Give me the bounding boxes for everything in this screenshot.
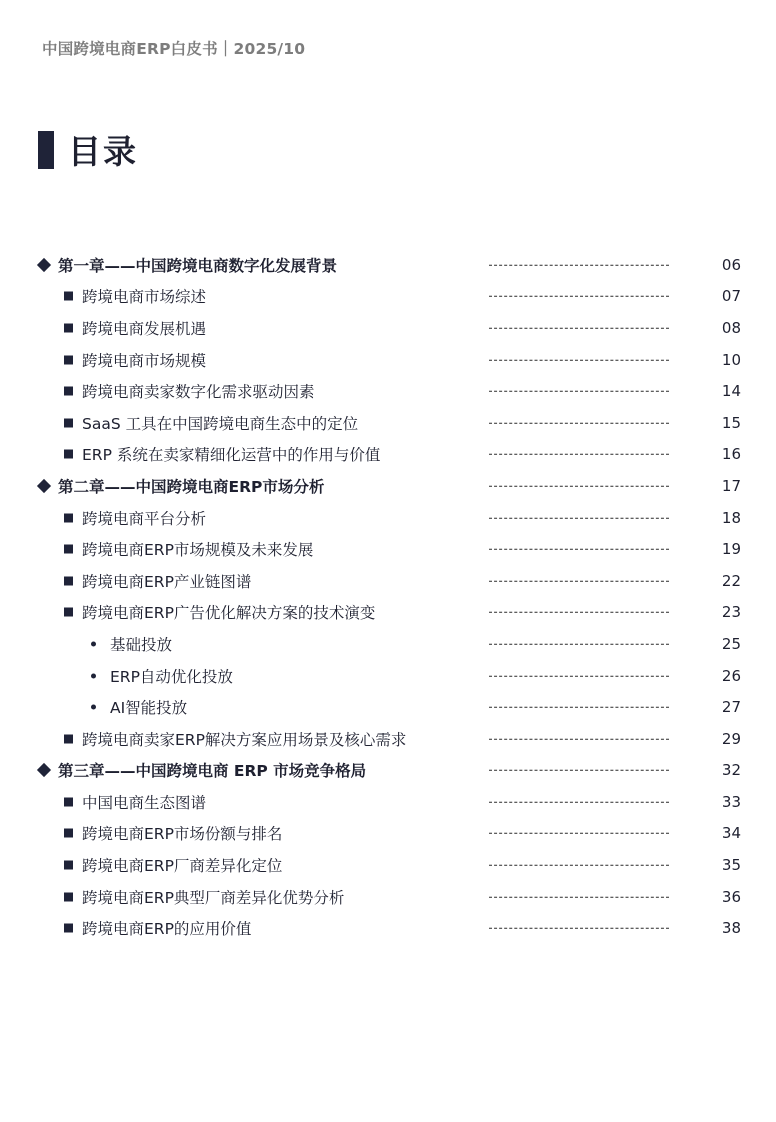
toc-page-number: 33 [721,792,741,811]
toc-section-entry[interactable] [0,344,776,376]
square-bullet-icon [64,418,73,427]
toc-page-number: 14 [721,382,741,401]
toc-chapter-entry[interactable] [0,755,776,787]
dotted-leader [489,264,669,265]
dotted-leader [489,359,669,360]
table-of-contents [0,249,776,944]
toc-section-entry[interactable] [0,597,776,629]
toc-page-number: 36 [721,887,741,906]
dotted-leader [489,928,669,929]
toc-page-number: 32 [721,761,741,780]
dotted-leader [489,644,669,645]
toc-page-number: 10 [721,350,741,369]
toc-title-block [38,126,138,173]
dotted-leader [489,707,669,708]
toc-section-entry[interactable] [0,786,776,818]
toc-section-entry[interactable] [0,691,776,723]
toc-page-number: 23 [721,603,741,622]
toc-entry-label: 第一章——中国跨境电商数字化发展背景 [58,256,338,275]
toc-page-number: 22 [721,571,741,590]
square-bullet-icon [64,387,73,396]
page-title: 目录 [68,132,138,171]
dotted-leader [489,549,669,550]
square-bullet-icon [64,355,73,364]
diamond-bullet-icon [37,258,51,272]
diamond-bullet-icon [37,763,51,777]
square-bullet-icon [64,323,73,332]
toc-page-number: 16 [721,445,741,464]
toc-section-entry[interactable] [0,312,776,344]
toc-page-number: 19 [721,540,741,559]
toc-page-number: 27 [721,698,741,717]
dotted-leader [489,770,669,771]
dotted-leader [489,675,669,676]
toc-entry-label: 跨境电商市场综述 [82,288,207,307]
toc-page-number: 07 [721,287,741,306]
dotted-leader [489,517,669,518]
toc-entry-label: 跨境电商发展机遇 [82,319,207,338]
square-bullet-icon [64,829,73,838]
toc-page-number: 06 [721,255,741,274]
dotted-leader [489,454,669,455]
toc-page-number: 26 [721,666,741,685]
dot-bullet-icon [91,673,96,678]
toc-entry-label: 跨境电商ERP市场规模及未来发展 [82,541,314,560]
square-bullet-icon [64,608,73,617]
square-bullet-icon [64,513,73,522]
square-bullet-icon [64,450,73,459]
square-bullet-icon [64,734,73,743]
toc-chapter-entry[interactable] [0,249,776,281]
dotted-leader [489,896,669,897]
dotted-leader [489,612,669,613]
dotted-leader [489,422,669,423]
toc-entry-label: SaaS 工具在中国跨境电商生态中的定位 [82,414,359,433]
toc-page-number: 08 [721,318,741,337]
toc-page-number: 29 [721,729,741,748]
toc-entry-label: 跨境电商ERP产业链图谱 [82,572,252,591]
square-bullet-icon [64,861,73,870]
toc-section-entry[interactable] [0,849,776,881]
dotted-leader [489,802,669,803]
toc-entry-label: 跨境电商ERP市场份额与排名 [82,825,283,844]
toc-entry-label: 跨境电商ERP的应用价值 [82,920,252,939]
toc-section-entry[interactable] [0,660,776,692]
toc-section-entry[interactable] [0,375,776,407]
dotted-leader [489,833,669,834]
toc-page-number: 18 [721,508,741,527]
toc-section-entry[interactable] [0,912,776,944]
toc-entry-label: 基础投放 [110,635,173,654]
toc-entry-label: 跨境电商ERP典型厂商差异化优势分析 [82,888,345,907]
square-bullet-icon [64,924,73,933]
toc-entry-label: 第二章——中国跨境电商ERP市场分析 [58,477,325,496]
toc-entry-label: 跨境电商ERP厂商差异化定位 [82,857,283,876]
diamond-bullet-icon [37,479,51,493]
dot-bullet-icon [91,705,96,710]
toc-section-entry[interactable] [0,628,776,660]
toc-page-number: 15 [721,413,741,432]
toc-section-entry[interactable] [0,881,776,913]
toc-page-number: 38 [721,919,741,938]
dotted-leader [489,391,669,392]
square-bullet-icon [64,892,73,901]
toc-entry-label: 跨境电商卖家ERP解决方案应用场景及核心需求 [82,730,407,749]
dotted-leader [489,328,669,329]
toc-entry-label: 第三章——中国跨境电商 ERP 市场竞争格局 [58,762,367,781]
toc-section-entry[interactable] [0,439,776,471]
toc-entry-label: ERP 系统在卖家精细化运营中的作用与价值 [82,446,381,465]
toc-section-entry[interactable] [0,502,776,534]
dotted-leader [489,865,669,866]
dot-bullet-icon [91,641,96,646]
toc-entry-label: 中国电商生态图谱 [82,793,207,812]
square-bullet-icon [64,576,73,585]
dotted-leader [489,738,669,739]
toc-entry-label: AI智能投放 [110,699,188,718]
toc-section-entry[interactable] [0,565,776,597]
toc-section-entry[interactable] [0,281,776,313]
toc-page-number: 17 [721,476,741,495]
toc-section-entry[interactable] [0,818,776,850]
toc-entry-label: 跨境电商市场规模 [82,351,207,370]
toc-entry-label: 跨境电商平台分析 [82,509,207,528]
square-bullet-icon [64,545,73,554]
toc-page-number: 35 [721,856,741,875]
document-header: 中国跨境电商ERP白皮书｜2025/10 [42,40,306,58]
square-bullet-icon [64,797,73,806]
toc-section-entry[interactable] [0,723,776,755]
toc-entry-label: 跨境电商卖家数字化需求驱动因素 [82,383,315,402]
title-accent-bar [38,131,54,169]
toc-entry-label: ERP自动优化投放 [110,667,233,686]
dotted-leader [489,486,669,487]
toc-page-number: 34 [721,824,741,843]
toc-chapter-entry[interactable] [0,470,776,502]
dotted-leader [489,580,669,581]
toc-section-entry[interactable] [0,533,776,565]
toc-entry-label: 跨境电商ERP广告优化解决方案的技术演变 [82,604,376,623]
square-bullet-icon [64,292,73,301]
dotted-leader [489,296,669,297]
toc-section-entry[interactable] [0,407,776,439]
toc-page-number: 25 [721,634,741,653]
